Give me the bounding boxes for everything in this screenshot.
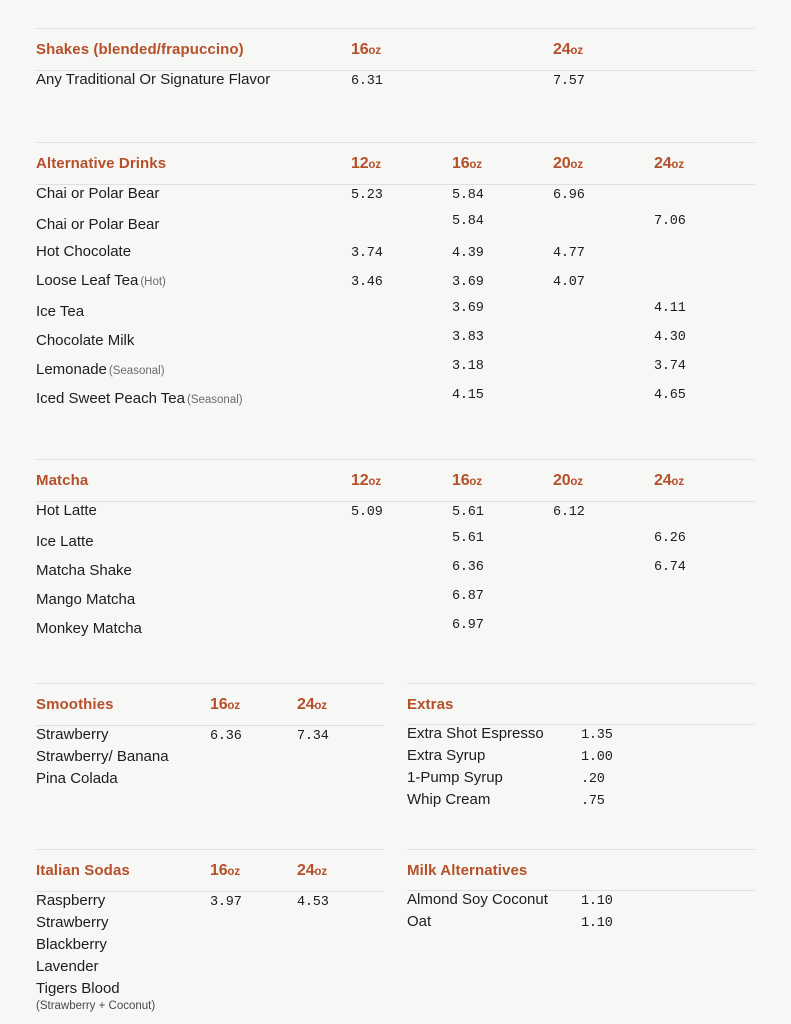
price-group: [581, 750, 755, 765]
section-title: Italian Sodas: [36, 862, 130, 879]
price-group: [351, 359, 755, 374]
section-title: Shakes (blended/frapuccino): [36, 41, 244, 58]
size-unit: oz: [469, 476, 483, 488]
item-price: 4.15: [452, 388, 484, 403]
size-number: 12: [351, 472, 369, 489]
bottom-row-1: [36, 683, 755, 813]
item-note: (Seasonal): [108, 365, 165, 377]
menu-item-row: [36, 914, 384, 936]
item-price: 7.34: [297, 729, 329, 744]
menu-item-row: [36, 301, 755, 330]
item-note: (Hot): [140, 276, 166, 288]
item-name: 1-Pump Syrup: [407, 769, 503, 786]
item-price: [351, 618, 452, 633]
item-price: 1.35: [581, 728, 613, 743]
item-price: 4.07: [553, 275, 585, 290]
section-header: [36, 684, 384, 725]
price-group: [581, 772, 755, 787]
size-number: 16: [351, 41, 369, 58]
item-name: Pina Colada: [36, 770, 118, 787]
item-price: 3.46: [351, 275, 383, 290]
size-number: 20: [553, 472, 571, 489]
menu-section: [36, 459, 755, 647]
wide-sections: [36, 28, 755, 647]
item-name: Strawberry/ Banana: [36, 748, 169, 765]
item-name: Ice Latte: [36, 533, 94, 550]
item-subnote: (Strawberry + Coconut): [36, 1000, 156, 1012]
item-price: [654, 246, 755, 261]
section-header: [407, 850, 755, 890]
price-group: [351, 301, 755, 316]
price-group: [581, 894, 755, 909]
size-number: 16: [210, 696, 228, 713]
bottom-row-2: [36, 849, 755, 1014]
size-unit: oz: [314, 866, 328, 878]
item-price: 4.77: [553, 246, 585, 261]
size-header-24oz: [654, 472, 755, 490]
section-title: Alternative Drinks: [36, 155, 167, 172]
size-unit: oz: [368, 45, 382, 57]
price-group: [210, 729, 384, 744]
size-unit: oz: [570, 45, 584, 57]
item-price: 4.65: [654, 388, 686, 403]
section-header: [36, 29, 755, 70]
item-price: [654, 505, 755, 520]
menu-item-row: [36, 748, 384, 770]
size-header-16oz: [210, 696, 297, 714]
price-group: [351, 560, 755, 575]
menu-item-row: [36, 243, 755, 272]
item-note: (Seasonal): [187, 394, 243, 406]
price-group: [351, 275, 755, 290]
price-group: [351, 214, 755, 229]
menu-item-row: [407, 769, 755, 791]
size-number: 24: [297, 862, 315, 879]
menu-item-row: [36, 958, 384, 980]
item-price: 1.00: [581, 750, 613, 765]
section-header: [407, 684, 755, 724]
size-unit: oz: [469, 159, 483, 171]
item-price: 5.09: [351, 505, 383, 520]
size-header-24oz: [297, 862, 384, 880]
item-name: Extra Shot Espresso: [407, 725, 544, 742]
extras-column: [407, 683, 755, 813]
size-unit: oz: [671, 159, 685, 171]
spacer: [36, 647, 755, 683]
item-name: Oat: [407, 913, 432, 930]
item-price: 5.23: [351, 188, 383, 203]
item-price: [553, 560, 654, 575]
item-price: [654, 275, 755, 290]
item-price: 6.74: [654, 560, 686, 575]
item-price: [654, 618, 755, 633]
menu-item-row: [36, 531, 755, 560]
menu-item-row: [36, 618, 755, 647]
item-name: Tigers Blood: [36, 980, 120, 997]
item-price: 4.53: [297, 895, 329, 910]
price-group: [581, 916, 755, 931]
size-unit: oz: [227, 700, 241, 712]
item-name: Loose Leaf Tea (Hot): [36, 272, 166, 289]
size-number: 24: [654, 155, 672, 172]
item-price: [553, 359, 654, 374]
menu-item-row: [36, 892, 384, 914]
price-group: [210, 895, 384, 910]
menu-item-row: [36, 388, 755, 417]
item-price: 3.69: [452, 275, 484, 290]
size-unit: oz: [227, 866, 241, 878]
price-group: [581, 794, 755, 809]
item-price: [553, 531, 654, 546]
item-price: [351, 589, 452, 604]
size-number: 16: [210, 862, 228, 879]
price-group: [351, 589, 755, 604]
item-price: 6.12: [553, 505, 585, 520]
menu-item-row: [407, 725, 755, 747]
menu-item-row: [407, 913, 755, 935]
item-name: Any Traditional Or Signature Flavor: [36, 71, 271, 88]
item-name: Lemonade (Seasonal): [36, 361, 165, 378]
item-name: Whip Cream: [407, 791, 491, 808]
size-unit: oz: [368, 159, 382, 171]
item-name: Hot Latte: [36, 502, 97, 519]
menu-item-row: [407, 791, 755, 813]
item-price: 5.61: [452, 505, 484, 520]
size-header-16oz: [452, 155, 553, 173]
menu-section: [36, 683, 384, 792]
size-header-group: [351, 41, 755, 59]
size-unit: oz: [570, 159, 584, 171]
menu-item-row: [36, 214, 755, 243]
item-price: 6.87: [452, 589, 484, 604]
size-number: 24: [654, 472, 672, 489]
item-price: 1.10: [581, 916, 613, 931]
size-header-16oz: [351, 41, 553, 59]
item-price: 4.11: [654, 301, 686, 316]
menu-item-row: [36, 330, 755, 359]
section-title: Extras: [407, 696, 454, 713]
item-price: 3.97: [210, 895, 242, 910]
item-price: 7.06: [654, 214, 686, 229]
size-header-12oz: [351, 155, 452, 173]
menu-section: [36, 849, 384, 1014]
item-name: Iced Sweet Peach Tea (Seasonal): [36, 390, 243, 407]
menu-item-row: [36, 560, 755, 589]
size-header-group: [351, 472, 755, 490]
price-group: [351, 531, 755, 546]
size-header-20oz: [553, 472, 654, 490]
item-price: [351, 214, 452, 229]
size-header-group: [210, 862, 384, 880]
item-price: 3.18: [452, 359, 484, 374]
menu-item-row: [36, 589, 755, 618]
price-group: [351, 618, 755, 633]
item-price: 3.69: [452, 301, 484, 316]
item-name: Strawberry: [36, 914, 109, 931]
size-header-group: [351, 155, 755, 173]
size-number: 24: [553, 41, 571, 58]
section-header: [36, 850, 384, 891]
size-header-20oz: [553, 155, 654, 173]
item-price: 6.96: [553, 188, 585, 203]
item-price: .75: [581, 794, 605, 809]
item-price: 4.39: [452, 246, 484, 261]
section-title: Smoothies: [36, 696, 114, 713]
item-price: 3.74: [351, 246, 383, 261]
section-header: [36, 143, 755, 184]
milk-alternatives-column: [407, 849, 755, 1014]
item-price: 3.74: [654, 359, 686, 374]
item-price: .20: [581, 772, 605, 787]
item-name: Chocolate Milk: [36, 332, 135, 349]
price-group: [351, 74, 755, 89]
price-group: [351, 188, 755, 203]
smoothies-column: [36, 683, 384, 813]
spacer: [36, 100, 755, 142]
item-name: Strawberry: [36, 726, 109, 743]
size-header-24oz: [654, 155, 755, 173]
item-name: Chai or Polar Bear: [36, 185, 160, 202]
spacer: [36, 417, 755, 459]
price-group: [351, 388, 755, 403]
item-price: 5.84: [452, 214, 484, 229]
size-unit: oz: [570, 476, 584, 488]
size-header-group: [210, 696, 384, 714]
item-price: [553, 388, 654, 403]
item-name: Monkey Matcha: [36, 620, 142, 637]
menu-section: [407, 849, 755, 935]
item-price: 6.26: [654, 531, 686, 546]
item-price: 1.10: [581, 894, 613, 909]
item-price: 6.97: [452, 618, 484, 633]
item-price: [351, 330, 452, 345]
menu-section: [407, 683, 755, 813]
item-price: [553, 589, 654, 604]
item-price: [351, 301, 452, 316]
item-name: Extra Syrup: [407, 747, 486, 764]
item-name: Lavender: [36, 958, 99, 975]
item-price: [553, 301, 654, 316]
item-name: Raspberry: [36, 892, 106, 909]
menu-section: [36, 28, 755, 100]
menu-item-row: [407, 747, 755, 769]
item-price: [351, 560, 452, 575]
size-unit: oz: [368, 476, 382, 488]
size-header-12oz: [351, 472, 452, 490]
size-number: 16: [452, 472, 470, 489]
item-name: Blackberry: [36, 936, 107, 953]
size-unit: oz: [671, 476, 685, 488]
size-header-16oz: [452, 472, 553, 490]
item-price: 6.36: [210, 729, 242, 744]
item-name: Ice Tea: [36, 303, 85, 320]
menu-item-row: [36, 359, 755, 388]
item-price: 5.84: [452, 188, 484, 203]
item-price: [654, 589, 755, 604]
item-price: 6.36: [452, 560, 484, 575]
item-price: 3.83: [452, 330, 484, 345]
size-number: 20: [553, 155, 571, 172]
menu-item-row: [36, 502, 755, 531]
section-title: Milk Alternatives: [407, 862, 528, 879]
item-price: [351, 359, 452, 374]
italian-sodas-column: [36, 849, 384, 1014]
item-name: Mango Matcha: [36, 591, 136, 608]
price-group: [351, 505, 755, 520]
section-header: [36, 460, 755, 501]
size-number: 12: [351, 155, 369, 172]
size-number: 24: [297, 696, 315, 713]
size-number: 16: [452, 155, 470, 172]
menu-item-row: [36, 726, 384, 748]
item-name: Chai or Polar Bear: [36, 216, 160, 233]
size-header-24oz: [297, 696, 384, 714]
price-group: [351, 330, 755, 345]
section-title: Matcha: [36, 472, 89, 489]
menu-item-row: [36, 770, 384, 792]
item-price: [553, 618, 654, 633]
item-price: [351, 388, 452, 403]
menu-item-row: [36, 272, 755, 301]
menu-item-row: [407, 891, 755, 913]
size-header-24oz: [553, 41, 755, 59]
spacer: [36, 813, 755, 849]
item-price: [553, 330, 654, 345]
price-group: [581, 728, 755, 743]
price-group: [351, 246, 755, 261]
item-price: 7.57: [553, 74, 585, 89]
size-unit: oz: [314, 700, 328, 712]
item-price: [654, 188, 755, 203]
menu-item-row: [36, 71, 755, 100]
item-name: Matcha Shake: [36, 562, 132, 579]
size-header-16oz: [210, 862, 297, 880]
menu-item-row: [36, 936, 384, 958]
item-price: [351, 531, 452, 546]
item-price: [553, 214, 654, 229]
item-name: Almond Soy Coconut: [407, 891, 548, 908]
item-name: Hot Chocolate: [36, 243, 132, 260]
menu-section: [36, 142, 755, 417]
menu-item-row: [36, 185, 755, 214]
item-price: 5.61: [452, 531, 484, 546]
item-price: 6.31: [351, 74, 383, 89]
item-price: 4.30: [654, 330, 686, 345]
